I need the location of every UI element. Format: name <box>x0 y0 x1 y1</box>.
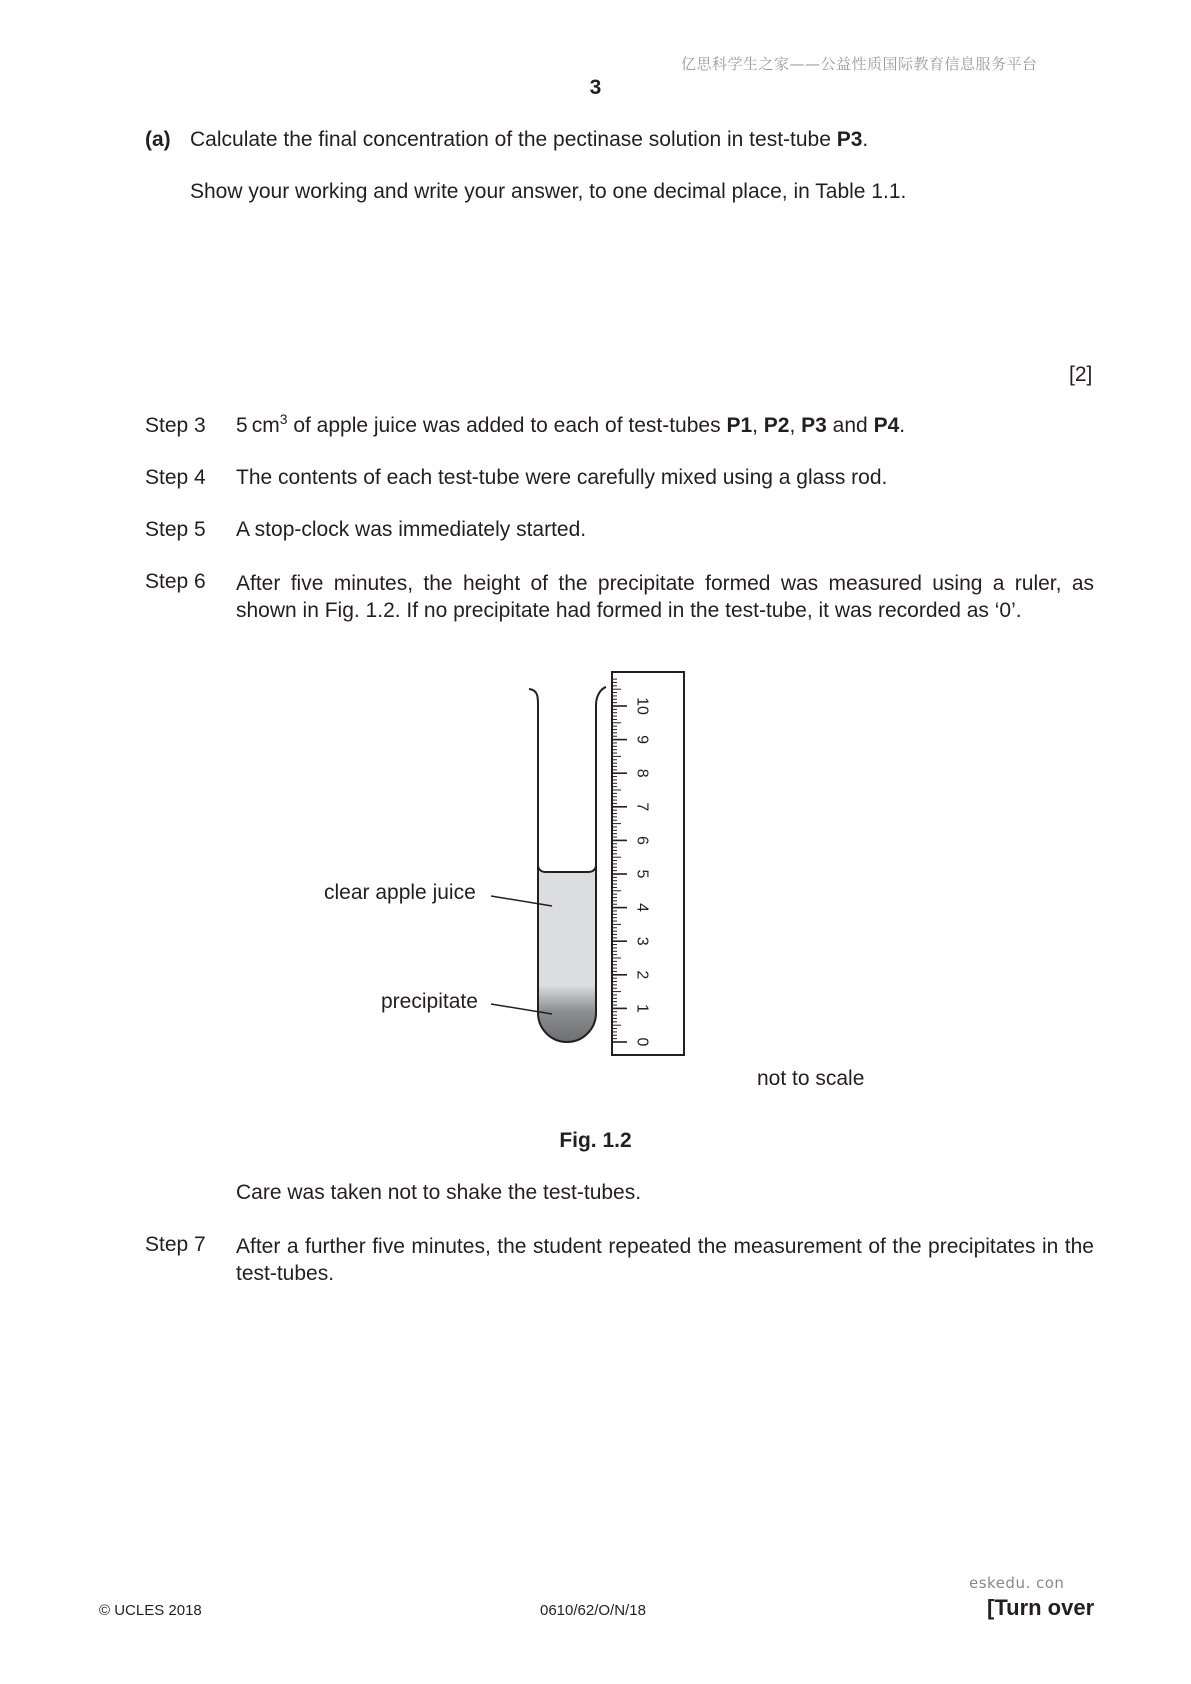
step3-sep1: , <box>752 414 764 437</box>
care-note: Care was taken not to shake the test-tubes. <box>236 1181 642 1204</box>
step6-label: Step 6 <box>145 570 206 593</box>
site-watermark: eskedu. con <box>969 1574 1065 1592</box>
ruler-number: 2 <box>633 970 651 980</box>
question-instruction: Show your working and write your answer, to one decimal place, in Table 1.1. <box>190 180 907 203</box>
step3-unit: cm <box>251 414 280 437</box>
ruler-number: 5 <box>633 869 651 879</box>
not-to-scale-note: not to scale <box>757 1067 865 1090</box>
label-clear-apple-juice: clear apple juice <box>324 881 476 904</box>
question-tube-ref: P3 <box>836 128 863 151</box>
step5-label: Step 5 <box>145 518 206 541</box>
marks-indicator: [2] <box>1069 363 1093 386</box>
step3-label: Step 3 <box>145 414 206 437</box>
question-label: (a) <box>145 128 171 151</box>
page-number: 3 <box>589 76 602 99</box>
step4-label: Step 4 <box>145 466 206 489</box>
step6-text: After five minutes, the height of the precipitate formed was measured using a ruler, as shown in Fig. 1.2. If no precipitate had formed in the test-tube, it was recorded as ‘0’. <box>236 572 1094 622</box>
step5-text: A stop-clock was immediately started. <box>236 518 587 541</box>
step3-tube-p3: P3 <box>801 414 827 437</box>
step3-tube-p2: P2 <box>763 414 790 437</box>
ruler-number: 0 <box>633 1037 651 1047</box>
ruler-number: 9 <box>633 735 651 745</box>
question-text-start: Calculate the final concentration of the pectinase solution in test-tube <box>190 128 837 151</box>
ruler-number: 1 <box>633 1003 651 1013</box>
figure-caption: Fig. 1.2 <box>559 1129 632 1152</box>
ruler-number: 3 <box>633 936 651 946</box>
ruler-number: 10 <box>633 697 651 715</box>
step3-end: . <box>899 414 906 437</box>
step3-tube-p4: P4 <box>873 414 900 437</box>
step4-text: The contents of each test-tube were carefully mixed using a glass rod. <box>236 466 888 489</box>
ruler-number: 8 <box>633 768 651 778</box>
liquid-meniscus <box>538 866 596 872</box>
turn-over-note: [Turn over <box>987 1595 1095 1620</box>
ruler-number: 6 <box>633 835 651 845</box>
step3-tube-p1: P1 <box>726 414 753 437</box>
footer-copyright: © UCLES 2018 <box>99 1602 202 1619</box>
step3-unit-exponent: 3 <box>279 411 288 427</box>
step3-volume: 5 <box>236 414 248 437</box>
question-text-end: . <box>862 128 869 151</box>
ruler-body <box>612 672 684 1055</box>
label-precipitate: precipitate <box>381 990 478 1013</box>
step3-sep2: , <box>789 414 802 437</box>
watermark-text: 亿思科学生之家——公益性质国际教育信息服务平台 <box>681 55 1038 73</box>
step7-label: Step 7 <box>145 1233 206 1256</box>
step3-text-a: of apple juice was added to each of test-tubes <box>287 414 727 437</box>
step7-text: After a further five minutes, the student repeated the measurement of the precipitates in the test-tubes. <box>236 1235 1094 1285</box>
ruler-number: 4 <box>633 903 651 913</box>
step3-and: and <box>826 414 874 437</box>
footer-paper-code: 0610/62/O/N/18 <box>540 1602 646 1619</box>
ruler-number: 7 <box>633 802 651 812</box>
apple-juice-liquid <box>538 872 596 990</box>
